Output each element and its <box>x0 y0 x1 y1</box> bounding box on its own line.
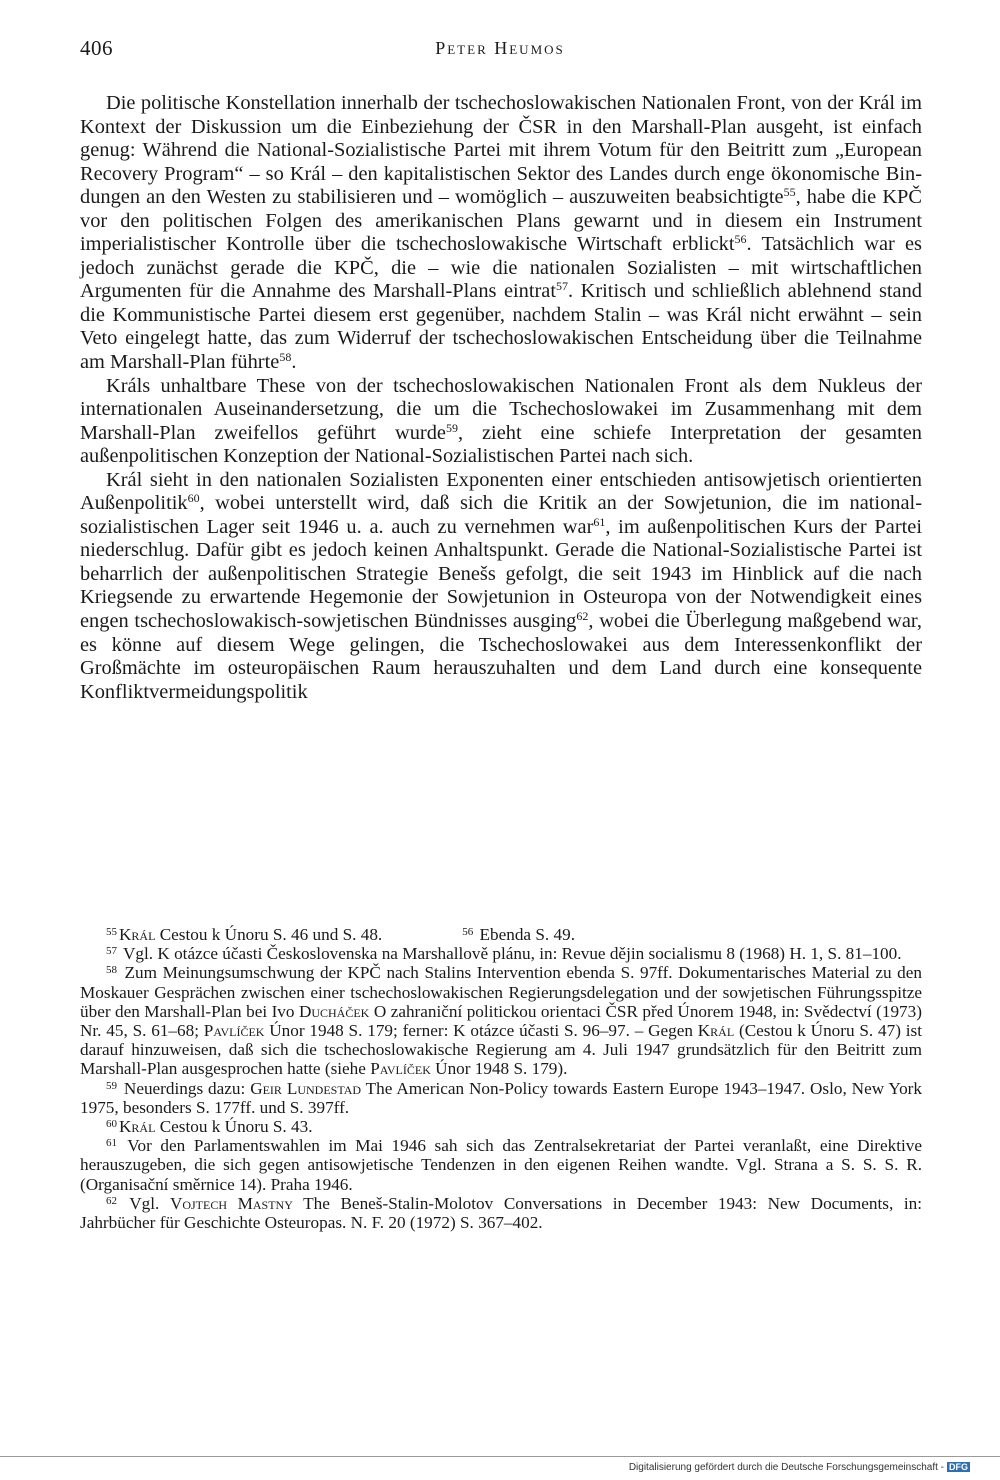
body-text <box>80 92 922 704</box>
text-span: . Kritisch und schließlich ablehnend stand die Kommunistische Partei diesem erst gegenüber, nachdem Stalin – was Král nicht erwähnt – sein Veto eingelegt hatte, das zum Widerruf der tschechoslowakischen Entscheidung über die Teilnahme am Marshall-Plan führte <box>80 280 923 374</box>
digitization-credit <box>629 1462 970 1473</box>
text-span: , zieht eine schiefe Interpretation der gesamten außenpolitischen Konzeption der National-Sozialistischen Partei nach sich. <box>80 421 922 468</box>
footnote-number: 58 <box>106 964 117 977</box>
footnote-number: 60 <box>106 1118 117 1131</box>
footnote-text: Neuerdings dazu: <box>119 1078 251 1098</box>
text-span: , wobei unterstellt wird, daß sich die Kritik an der Sowjetunion, die im national-sozialistischen Lager seit 1946 u. a. auch zu vernehmen war <box>80 492 922 538</box>
footnote-text: (Cestou k Únoru S. 47) ist darauf hinzuweisen, daß sich die tschechoslowakische Regierung am 4. Juli 1947 grundsätzlich für den Beitritt zum Marshall-Plan ausgesprochen hatte (siehe <box>80 1021 922 1079</box>
footnote-text: O zahraniční politickou orientaci ČSR před Únorem 1948, in: Svědectví (1973) Nr. 45, S. 61–68; <box>80 1001 922 1041</box>
running-head: Peter Heumos <box>435 38 565 58</box>
bottom-rule <box>0 1456 1000 1457</box>
author-name: Vojtech Mastny <box>169 1193 293 1213</box>
text-span: , habe die KPČ vor den politischen Folgen des amerikanischen Plans gewarnt und in diesem ein Instrument imperialistischer Kontrolle über die tschechoslowakische Wirtschaft erblickt <box>80 186 922 256</box>
footnote-text: Vgl. K otázce účasti Československa na Marshallově plánu, in: Revue dějin socialismu 8 (1968) H. 1, S. 81–100. <box>119 944 902 964</box>
text-span: , im außenpolitischen Kurs der Partei niederschlug. Dafür gibt es jedoch keinen Anhaltspunkt. Gerade die National-Sozialistische Partei ist beharrlich der außenpolitischen Strategie Benešs gefolgt, die seit 1943 im Hinblick auf die nach Kriegsende zu erwartende Hegemonie der Sowjetunion in Osteuropa von der Notwendigkeit eines engen tschechoslowakisch-sowjetischen Bündnisses ausging <box>80 515 922 633</box>
paragraph-3 <box>80 469 922 704</box>
text-span: Die politische Konstellation innerhalb der tschechoslowakischen Nationalen Front, von der Král im Kontext der Diskussion um die Einbeziehung der ČSR in den Marshall-Plan ausgeht, ist einfach genug: Während die National-Sozialistische Partei mit ihrem Votum für den Beitritt zum „European Recovery Program“ – so Král – den kapitalistischen Sektor des Landes durch enge ökonomische Bindungen an den Westen zu stabilisieren und – womöglich – auszuweiten beabsichtigte <box>80 92 922 209</box>
footnote-text: Únor 1948 S. 179). <box>430 1059 568 1079</box>
footnote-number: 57 <box>106 945 117 958</box>
digitization-credit-text: Digitalisierung gefördert durch die Deutsche Forschungsgemeinschaft - <box>628 1462 944 1473</box>
footnote-ref-60: 60 <box>187 491 200 506</box>
footnote-ref-57: 57 <box>556 279 569 294</box>
author-name: Ducháček <box>298 1001 370 1021</box>
footnote-62 <box>80 1194 922 1232</box>
footnote-number: 55 <box>106 926 117 938</box>
author-name: Král <box>119 925 156 944</box>
footnotes <box>80 925 922 1232</box>
author-name: Král <box>697 1021 735 1041</box>
footnote-number: 61 <box>106 1137 117 1150</box>
footnote-58 <box>80 963 922 1078</box>
footnote-ref-62: 62 <box>576 609 589 624</box>
footnote-text: Cestou k Únoru S. 46 und S. 48. <box>155 925 383 944</box>
footnote-text: Cestou k Únoru S. 43. <box>155 1117 313 1137</box>
footnote-ref-55: 55 <box>783 185 796 200</box>
footnote-ref-56: 56 <box>734 232 747 247</box>
footnote-number: 56 <box>462 926 474 938</box>
footnote-text: Vor den Parlamentswahlen im Mai 1946 sah sich das Zentralsekretariat der Partei veranlaßt, eine Direktive herauszugeben, die sich gegen antisowjetische Tendenzen in den eigenen Reihen wandte. Vgl. Strana a S. S. S. R. (Organisační směrnice 14). Praha 1946. <box>80 1136 922 1194</box>
dfg-logo: DFG <box>949 1462 968 1472</box>
footnote-text: Ebenda S. 49. <box>475 925 575 944</box>
footnote-text: Únor 1948 S. 179; ferner: K otázce účasti S. 96–97. – Gegen <box>264 1021 698 1041</box>
text-span: . Tatsächlich war es jedoch zunächst gerade die KPČ, die – wie die nationalen Sozialisten – mit wirtschaftlichen Argumenten für die Annahme des Marshall-Plans eintrat <box>80 233 922 303</box>
footnote-60 <box>80 1117 922 1136</box>
footnote-number: 59 <box>106 1079 117 1092</box>
footnote-61 <box>80 1136 922 1194</box>
footnote-number: 62 <box>106 1194 117 1207</box>
footnote-ref-61: 61 <box>593 514 606 529</box>
footnote-ref-58: 58 <box>279 350 292 365</box>
footnote-text: Zum Meinungsumschwung der KPČ nach Stalins Intervention ebenda S. 97ff. Dokumentarisches Material zu den Moskauer Gesprächen zwischen einer tschechoslowakischen Regierungsdelegation und der sowjetischen Führungsspitze über den Marshall-Plan bei Ivo <box>80 963 922 1021</box>
text-span: Král sieht in den nationalen Sozialisten Exponenten einer entschieden antisowjetisch orientierten Außenpolitik <box>80 468 922 515</box>
footnote-text: The Beneš-Stalin-Molotov Conversations in December 1943: New Documents, in: Jahrbücher für Geschichte Osteuropas. N. F. 20 (1972) S. 367–402. <box>80 1193 922 1233</box>
page-number: 406 <box>80 36 113 60</box>
text-span: , wobei die Überlegung maßgebend war, es könne auf diesem Wege gelingen, die Tschechoslowakei aus dem Interessenkonflikt der Großmächte im osteuropäischen Raum herauszuhalten und dem Land durch eine konsequente Konfliktvermeidungspolitik <box>80 610 923 703</box>
author-name: Král <box>119 1117 156 1137</box>
footnote-text: The American Non-Policy towards Eastern Europe 1943–1947. Oslo, New York 1975, besonders S. 177ff. und S. 397ff. <box>80 1078 922 1117</box>
footnote-ref-59: 59 <box>445 420 458 435</box>
author-name: Geir Lundestad <box>250 1078 362 1098</box>
author-name: Pavlíček <box>203 1021 265 1041</box>
text-span: . <box>291 351 297 374</box>
footnote-text: Vgl. <box>119 1193 170 1213</box>
text-span: Králs unhaltbare These von der tschechoslowakischen Nationalen Front als dem Nukleus der internationalen Auseinandersetzung, die um die Tschechoslowakei im Zusammenhang mit dem Marshall-Plan zweifellos geführt wurde <box>80 374 922 444</box>
footnote-59 <box>80 1079 922 1117</box>
author-name: Pavlíček <box>370 1059 431 1079</box>
paragraph-1 <box>80 92 922 375</box>
footnote-55-56 <box>80 925 922 944</box>
paragraph-2 <box>80 375 922 469</box>
footnote-57 <box>80 944 922 963</box>
